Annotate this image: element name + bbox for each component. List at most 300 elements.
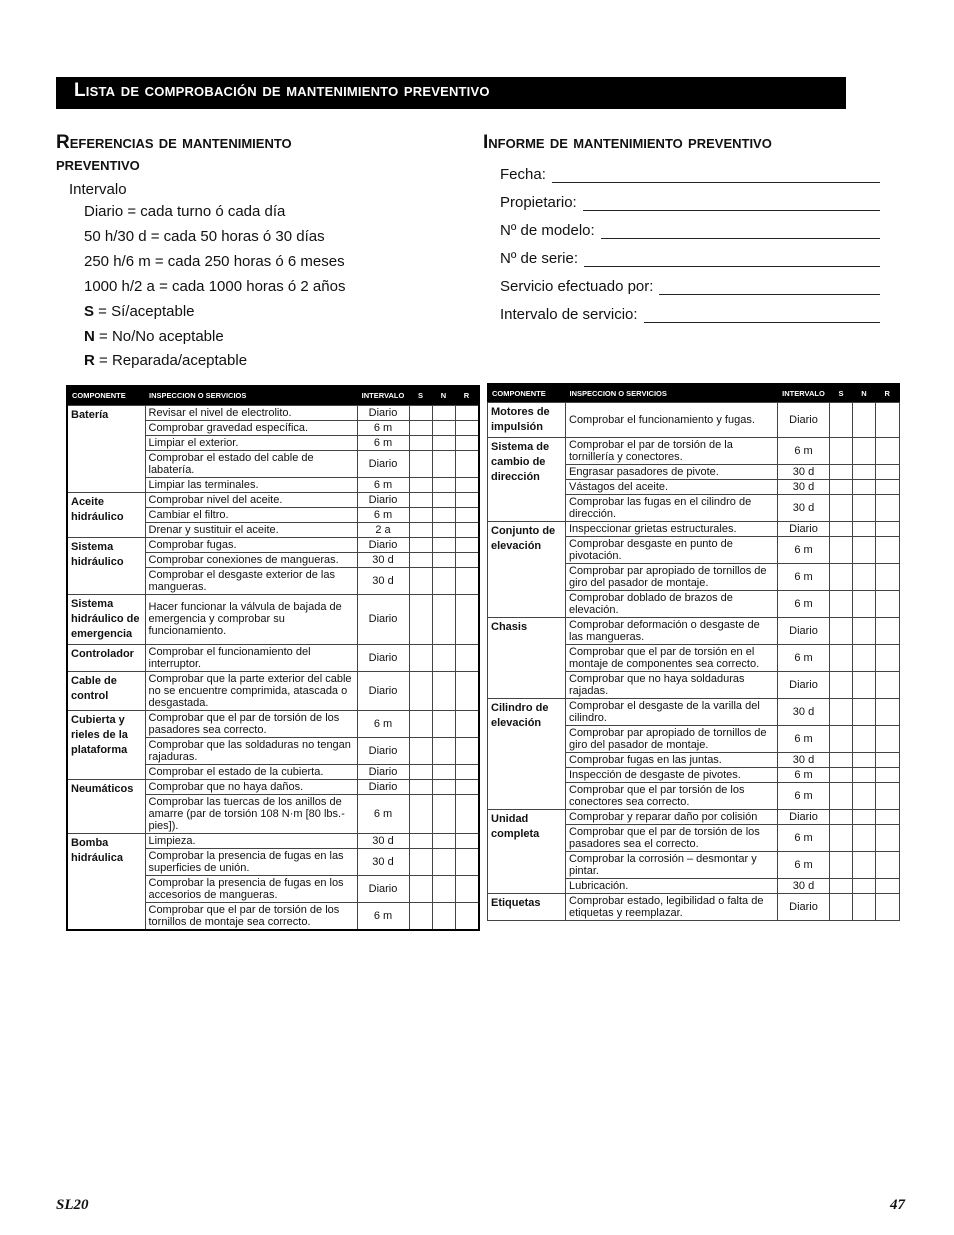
n-checkbox-cell[interactable] bbox=[432, 671, 455, 710]
n-checkbox-cell[interactable] bbox=[853, 894, 876, 921]
n-checkbox-cell[interactable] bbox=[853, 495, 876, 522]
form-field-blank-line[interactable] bbox=[659, 281, 880, 295]
s-checkbox-cell[interactable] bbox=[409, 567, 432, 594]
s-checkbox-cell[interactable] bbox=[409, 450, 432, 477]
task-cell: Lubricación. bbox=[566, 879, 778, 894]
task-cell: Cambiar el filtro. bbox=[145, 507, 357, 522]
task-cell: Comprobar el par de torsión de la tornillería y conectores. bbox=[566, 438, 778, 465]
n-checkbox-cell[interactable] bbox=[853, 879, 876, 894]
n-checkbox-cell[interactable] bbox=[432, 420, 455, 435]
interval-cell: Diario bbox=[357, 764, 409, 779]
s-checkbox-cell[interactable] bbox=[830, 645, 853, 672]
n-checkbox-cell[interactable] bbox=[432, 507, 455, 522]
checklist-table-right bbox=[487, 383, 900, 921]
table-header-row bbox=[67, 386, 479, 405]
component-cell: Bomba hidráulica bbox=[67, 833, 145, 930]
r-checkbox-cell[interactable] bbox=[455, 764, 479, 779]
n-checkbox-cell[interactable] bbox=[853, 825, 876, 852]
references-heading bbox=[56, 132, 416, 176]
n-checkbox-cell[interactable] bbox=[853, 522, 876, 537]
s-header: S bbox=[409, 386, 432, 405]
task-cell: Comprobar doblado de brazos de elevación. bbox=[566, 591, 778, 618]
r-checkbox-cell[interactable] bbox=[876, 465, 900, 480]
interval-cell: 30 d bbox=[357, 552, 409, 567]
task-cell: Comprobar fugas en las juntas. bbox=[566, 753, 778, 768]
form-field-label: Propietario: bbox=[500, 194, 577, 211]
task-cell: Revisar el nivel de electrolito. bbox=[145, 405, 357, 420]
interval-cell: 6 m bbox=[778, 825, 830, 852]
n-checkbox-cell[interactable] bbox=[432, 435, 455, 450]
interval-cell: Diario bbox=[357, 450, 409, 477]
component-cell: Chasis bbox=[488, 618, 566, 699]
form-field-label: Intervalo de servicio: bbox=[500, 306, 638, 323]
r-checkbox-cell[interactable] bbox=[455, 710, 479, 737]
interval-cell: 30 d bbox=[778, 699, 830, 726]
s-checkbox-cell[interactable] bbox=[830, 672, 853, 699]
s-checkbox-cell[interactable] bbox=[830, 768, 853, 783]
n-header: N bbox=[432, 386, 455, 405]
form-field-blank-line[interactable] bbox=[584, 253, 880, 267]
r-checkbox-cell[interactable] bbox=[455, 779, 479, 794]
task-cell: Comprobar fugas. bbox=[145, 537, 357, 552]
r-checkbox-cell[interactable] bbox=[455, 450, 479, 477]
title-bar bbox=[56, 77, 846, 109]
s-checkbox-cell[interactable] bbox=[409, 794, 432, 833]
interval-text: Diario = cada turno ó cada día bbox=[84, 203, 286, 220]
task-cell: Comprobar conexiones de mangueras. bbox=[145, 552, 357, 567]
s-checkbox-cell[interactable] bbox=[409, 552, 432, 567]
n-checkbox-cell[interactable] bbox=[432, 537, 455, 552]
n-checkbox-cell[interactable] bbox=[432, 522, 455, 537]
task-cell: Comprobar el desgaste de la varilla del cilindro. bbox=[566, 699, 778, 726]
s-checkbox-cell[interactable] bbox=[830, 783, 853, 810]
task-cell: Comprobar las tuercas de los anillos de amarre (par de torsión 108 N·m [80 lbs.-pies]). bbox=[145, 794, 357, 833]
report-heading: Informe de mantenimiento preventivo bbox=[483, 132, 772, 153]
table-row bbox=[67, 779, 479, 794]
s-checkbox-cell[interactable] bbox=[409, 875, 432, 902]
footer-model: SL20 bbox=[56, 1197, 89, 1213]
s-checkbox-cell[interactable] bbox=[409, 737, 432, 764]
task-cell: Vástagos del aceite. bbox=[566, 480, 778, 495]
s-checkbox-cell[interactable] bbox=[830, 564, 853, 591]
task-cell: Comprobar que el par de torsión de los tornillos de montaje sea correcto. bbox=[145, 902, 357, 930]
interval-text: 250 h/6 m = cada 250 horas ó 6 meses bbox=[84, 253, 345, 270]
interval-cell: 30 d bbox=[357, 833, 409, 848]
interval-cell: 30 d bbox=[778, 465, 830, 480]
interval-cell: 6 m bbox=[357, 420, 409, 435]
n-checkbox-cell[interactable] bbox=[432, 477, 455, 492]
r-header: R bbox=[455, 386, 479, 405]
task-cell: Hacer funcionar la válvula de bajada de emergencia y comprobar su funcionamiento. bbox=[145, 594, 357, 644]
interval-cell: Diario bbox=[357, 779, 409, 794]
interval-cell: Diario bbox=[357, 644, 409, 671]
r-checkbox-cell[interactable] bbox=[876, 753, 900, 768]
component-cell: Cable de control bbox=[67, 671, 145, 710]
r-checkbox-cell[interactable] bbox=[455, 833, 479, 848]
task-cell: Comprobar que el par de torsión de los pasadores sea correcto. bbox=[145, 710, 357, 737]
form-field bbox=[500, 219, 880, 239]
interval-line bbox=[84, 253, 345, 270]
n-checkbox-cell[interactable] bbox=[853, 768, 876, 783]
table-row bbox=[488, 894, 900, 921]
r-checkbox-cell[interactable] bbox=[455, 492, 479, 507]
interval-cell: 6 m bbox=[357, 902, 409, 930]
s-header: S bbox=[830, 384, 853, 403]
interval-cell: 30 d bbox=[357, 567, 409, 594]
form-field bbox=[500, 247, 880, 267]
interval-line bbox=[84, 303, 195, 320]
r-checkbox-cell[interactable] bbox=[876, 403, 900, 438]
n-checkbox-cell[interactable] bbox=[432, 710, 455, 737]
table-row bbox=[67, 594, 479, 644]
n-checkbox-cell[interactable] bbox=[432, 794, 455, 833]
interval-cell: 6 m bbox=[778, 537, 830, 564]
table-row bbox=[488, 618, 900, 645]
r-checkbox-cell[interactable] bbox=[876, 495, 900, 522]
n-checkbox-cell[interactable] bbox=[853, 726, 876, 753]
n-checkbox-cell[interactable] bbox=[432, 644, 455, 671]
s-checkbox-cell[interactable] bbox=[409, 671, 432, 710]
n-checkbox-cell[interactable] bbox=[853, 753, 876, 768]
form-field-blank-line[interactable] bbox=[601, 225, 880, 239]
interval-cell: 6 m bbox=[778, 438, 830, 465]
task-cell: Comprobar estado, legibilidad o falta de etiquetas y reemplazar. bbox=[566, 894, 778, 921]
r-checkbox-cell[interactable] bbox=[455, 737, 479, 764]
component-cell: Sistema de cambio de dirección bbox=[488, 438, 566, 522]
n-checkbox-cell[interactable] bbox=[432, 552, 455, 567]
s-checkbox-cell[interactable] bbox=[830, 438, 853, 465]
n-checkbox-cell[interactable] bbox=[853, 699, 876, 726]
s-checkbox-cell[interactable] bbox=[830, 465, 853, 480]
r-checkbox-cell[interactable] bbox=[876, 699, 900, 726]
s-checkbox-cell[interactable] bbox=[409, 522, 432, 537]
s-checkbox-cell[interactable] bbox=[409, 435, 432, 450]
s-checkbox-cell[interactable] bbox=[830, 879, 853, 894]
interval-cell: 30 d bbox=[357, 848, 409, 875]
r-checkbox-cell[interactable] bbox=[876, 537, 900, 564]
n-checkbox-cell[interactable] bbox=[853, 591, 876, 618]
s-checkbox-cell[interactable] bbox=[830, 753, 853, 768]
task-cell: Comprobar el funcionamiento del interruptor. bbox=[145, 644, 357, 671]
inspection-header: INSPECCION O SERVICIOS bbox=[566, 384, 778, 403]
task-cell: Limpieza. bbox=[145, 833, 357, 848]
task-cell: Limpiar las terminales. bbox=[145, 477, 357, 492]
s-checkbox-cell[interactable] bbox=[409, 507, 432, 522]
n-checkbox-cell[interactable] bbox=[853, 465, 876, 480]
task-cell: Comprobar las fugas en el cilindro de dirección. bbox=[566, 495, 778, 522]
n-checkbox-cell[interactable] bbox=[853, 537, 876, 564]
r-checkbox-cell[interactable] bbox=[455, 537, 479, 552]
interval-header: INTERVALO bbox=[357, 386, 409, 405]
task-cell: Comprobar par apropiado de tornillos de giro del pasador de montaje. bbox=[566, 726, 778, 753]
interval-cell: 30 d bbox=[778, 753, 830, 768]
interval-cell: Diario bbox=[778, 894, 830, 921]
r-checkbox-cell[interactable] bbox=[876, 879, 900, 894]
table-row bbox=[67, 833, 479, 848]
table-row bbox=[67, 644, 479, 671]
s-checkbox-cell[interactable] bbox=[830, 618, 853, 645]
task-cell: Comprobar gravedad específica. bbox=[145, 420, 357, 435]
r-checkbox-cell[interactable] bbox=[455, 477, 479, 492]
interval-cell: 6 m bbox=[357, 477, 409, 492]
table-row bbox=[488, 438, 900, 465]
s-checkbox-cell[interactable] bbox=[830, 403, 853, 438]
s-checkbox-cell[interactable] bbox=[409, 477, 432, 492]
component-header: COMPONENTE bbox=[67, 386, 145, 405]
s-checkbox-cell[interactable] bbox=[409, 537, 432, 552]
n-checkbox-cell[interactable] bbox=[432, 567, 455, 594]
r-checkbox-cell[interactable] bbox=[455, 875, 479, 902]
n-checkbox-cell[interactable] bbox=[432, 833, 455, 848]
r-checkbox-cell[interactable] bbox=[876, 438, 900, 465]
interval-cell: Diario bbox=[357, 405, 409, 420]
component-cell: Cilindro de elevación bbox=[488, 699, 566, 810]
interval-line bbox=[84, 278, 345, 295]
r-checkbox-cell[interactable] bbox=[876, 810, 900, 825]
n-checkbox-cell[interactable] bbox=[853, 645, 876, 672]
component-header: COMPONENTE bbox=[488, 384, 566, 403]
interval-cell: 6 m bbox=[778, 783, 830, 810]
task-cell: Comprobar el desgaste exterior de las mangueras. bbox=[145, 567, 357, 594]
s-checkbox-cell[interactable] bbox=[409, 710, 432, 737]
interval-cell: Diario bbox=[357, 537, 409, 552]
footer-page-number: 47 bbox=[890, 1197, 905, 1213]
s-checkbox-cell[interactable] bbox=[409, 902, 432, 930]
task-cell: Comprobar que el par de torsión en el montaje de componentes sea correcto. bbox=[566, 645, 778, 672]
task-cell: Comprobar desgaste en punto de pivotación. bbox=[566, 537, 778, 564]
component-cell: Sistema hidráulico bbox=[67, 537, 145, 594]
r-checkbox-cell[interactable] bbox=[876, 618, 900, 645]
r-checkbox-cell[interactable] bbox=[455, 671, 479, 710]
task-cell: Comprobar el estado del cable de labatería. bbox=[145, 450, 357, 477]
interval-cell: 30 d bbox=[778, 879, 830, 894]
s-checkbox-cell[interactable] bbox=[409, 420, 432, 435]
form-field bbox=[500, 163, 880, 183]
component-cell: Unidad completa bbox=[488, 810, 566, 894]
n-checkbox-cell[interactable] bbox=[853, 564, 876, 591]
r-checkbox-cell[interactable] bbox=[876, 726, 900, 753]
r-checkbox-cell[interactable] bbox=[455, 405, 479, 420]
task-cell: Comprobar la corrosión – desmontar y pintar. bbox=[566, 852, 778, 879]
interval-cell: Diario bbox=[357, 737, 409, 764]
s-checkbox-cell[interactable] bbox=[830, 810, 853, 825]
r-checkbox-cell[interactable] bbox=[455, 902, 479, 930]
form-field-blank-line[interactable] bbox=[583, 197, 880, 211]
inspection-header: INSPECCION O SERVICIOS bbox=[145, 386, 357, 405]
interval-line bbox=[84, 228, 325, 245]
interval-text: 50 h/30 d = cada 50 horas ó 30 días bbox=[84, 228, 325, 245]
form-field-label: Fecha: bbox=[500, 166, 546, 183]
s-checkbox-cell[interactable] bbox=[830, 825, 853, 852]
task-cell: Comprobar par apropiado de tornillos de giro del pasador de montaje. bbox=[566, 564, 778, 591]
task-cell: Inspección de desgaste de pivotes. bbox=[566, 768, 778, 783]
component-cell: Conjunto de elevación bbox=[488, 522, 566, 618]
r-checkbox-cell[interactable] bbox=[876, 783, 900, 810]
interval-line bbox=[84, 328, 224, 345]
form-field-blank-line[interactable] bbox=[644, 309, 880, 323]
form-field bbox=[500, 275, 880, 295]
task-cell: Limpiar el exterior. bbox=[145, 435, 357, 450]
interval-text: = Reparada/aceptable bbox=[94, 352, 248, 369]
interval-cell: Diario bbox=[778, 522, 830, 537]
interval-cell: 2 a bbox=[357, 522, 409, 537]
s-checkbox-cell[interactable] bbox=[830, 522, 853, 537]
r-header: R bbox=[876, 384, 900, 403]
n-checkbox-cell[interactable] bbox=[432, 492, 455, 507]
interval-cell: 6 m bbox=[357, 507, 409, 522]
task-cell: Comprobar que no haya daños. bbox=[145, 779, 357, 794]
n-checkbox-cell[interactable] bbox=[432, 737, 455, 764]
interval-cell: Diario bbox=[778, 672, 830, 699]
n-checkbox-cell[interactable] bbox=[432, 594, 455, 644]
s-checkbox-cell[interactable] bbox=[409, 848, 432, 875]
n-checkbox-cell[interactable] bbox=[853, 438, 876, 465]
n-checkbox-cell[interactable] bbox=[432, 779, 455, 794]
checklist-table-left bbox=[66, 385, 480, 931]
s-checkbox-cell[interactable] bbox=[409, 644, 432, 671]
r-checkbox-cell[interactable] bbox=[876, 852, 900, 879]
task-cell: Comprobar la presencia de fugas en los accesorios de mangueras. bbox=[145, 875, 357, 902]
s-checkbox-cell[interactable] bbox=[830, 495, 853, 522]
n-checkbox-cell[interactable] bbox=[853, 618, 876, 645]
r-checkbox-cell[interactable] bbox=[455, 594, 479, 644]
interval-cell: 6 m bbox=[357, 794, 409, 833]
table-header-row bbox=[488, 384, 900, 403]
table-row bbox=[488, 403, 900, 438]
s-checkbox-cell[interactable] bbox=[830, 591, 853, 618]
n-checkbox-cell[interactable] bbox=[853, 810, 876, 825]
component-cell: Batería bbox=[67, 405, 145, 492]
r-checkbox-cell[interactable] bbox=[455, 507, 479, 522]
references-heading-line2: preventivo bbox=[56, 154, 140, 175]
n-checkbox-cell[interactable] bbox=[853, 403, 876, 438]
n-checkbox-cell[interactable] bbox=[853, 852, 876, 879]
component-cell: Controlador bbox=[67, 644, 145, 671]
s-checkbox-cell[interactable] bbox=[409, 833, 432, 848]
task-cell: Comprobar la presencia de fugas en las superficies de unión. bbox=[145, 848, 357, 875]
form-field-label: Servicio efectuado por: bbox=[500, 278, 654, 295]
r-checkbox-cell[interactable] bbox=[876, 480, 900, 495]
s-checkbox-cell[interactable] bbox=[409, 594, 432, 644]
interval-cell: Diario bbox=[778, 810, 830, 825]
s-checkbox-cell[interactable] bbox=[409, 405, 432, 420]
n-checkbox-cell[interactable] bbox=[853, 783, 876, 810]
task-cell: Comprobar que las soldaduras no tengan rajaduras. bbox=[145, 737, 357, 764]
table-row bbox=[67, 671, 479, 710]
r-checkbox-cell[interactable] bbox=[455, 644, 479, 671]
s-checkbox-cell[interactable] bbox=[409, 764, 432, 779]
interval-cell: 30 d bbox=[778, 495, 830, 522]
r-checkbox-cell[interactable] bbox=[876, 894, 900, 921]
s-checkbox-cell[interactable] bbox=[830, 726, 853, 753]
table-row bbox=[488, 699, 900, 726]
interval-cell: 6 m bbox=[778, 768, 830, 783]
interval-cell: 6 m bbox=[778, 564, 830, 591]
interval-cell: 6 m bbox=[778, 591, 830, 618]
interval-code: S bbox=[84, 303, 95, 320]
r-checkbox-cell[interactable] bbox=[455, 435, 479, 450]
task-cell: Comprobar y reparar daño por colisión bbox=[566, 810, 778, 825]
interval-cell: Diario bbox=[357, 594, 409, 644]
n-checkbox-cell[interactable] bbox=[432, 450, 455, 477]
n-header: N bbox=[853, 384, 876, 403]
n-checkbox-cell[interactable] bbox=[853, 672, 876, 699]
task-cell: Comprobar el funcionamiento y fugas. bbox=[566, 403, 778, 438]
interval-cell: 6 m bbox=[357, 435, 409, 450]
n-checkbox-cell[interactable] bbox=[432, 902, 455, 930]
n-checkbox-cell[interactable] bbox=[432, 764, 455, 779]
r-checkbox-cell[interactable] bbox=[876, 672, 900, 699]
n-checkbox-cell[interactable] bbox=[432, 405, 455, 420]
task-cell: Inspeccionar grietas estructurales. bbox=[566, 522, 778, 537]
interval-text: 1000 h/2 a = cada 1000 horas ó 2 años bbox=[84, 278, 346, 295]
interval-cell: Diario bbox=[778, 618, 830, 645]
form-field-blank-line[interactable] bbox=[552, 169, 880, 183]
interval-label: Intervalo bbox=[69, 181, 127, 198]
table-row bbox=[67, 405, 479, 420]
task-cell: Comprobar que el par de torsión de los pasadores sea el correcto. bbox=[566, 825, 778, 852]
r-checkbox-cell[interactable] bbox=[455, 567, 479, 594]
r-checkbox-cell[interactable] bbox=[455, 848, 479, 875]
r-checkbox-cell[interactable] bbox=[876, 564, 900, 591]
form-field-label: Nº de modelo: bbox=[500, 222, 595, 239]
interval-cell: 6 m bbox=[778, 852, 830, 879]
task-cell: Comprobar que el par torsión de los conectores sea correcto. bbox=[566, 783, 778, 810]
r-checkbox-cell[interactable] bbox=[455, 552, 479, 567]
r-checkbox-cell[interactable] bbox=[455, 522, 479, 537]
s-checkbox-cell[interactable] bbox=[830, 537, 853, 564]
s-checkbox-cell[interactable] bbox=[830, 852, 853, 879]
n-checkbox-cell[interactable] bbox=[432, 875, 455, 902]
r-checkbox-cell[interactable] bbox=[876, 591, 900, 618]
interval-cell: Diario bbox=[357, 671, 409, 710]
interval-line bbox=[84, 352, 247, 369]
table-row bbox=[67, 492, 479, 507]
r-checkbox-cell[interactable] bbox=[876, 768, 900, 783]
r-checkbox-cell[interactable] bbox=[876, 825, 900, 852]
n-checkbox-cell[interactable] bbox=[432, 848, 455, 875]
r-checkbox-cell[interactable] bbox=[876, 522, 900, 537]
r-checkbox-cell[interactable] bbox=[455, 794, 479, 833]
interval-code: R bbox=[84, 352, 95, 369]
s-checkbox-cell[interactable] bbox=[830, 480, 853, 495]
interval-text: = Sí/aceptable bbox=[94, 303, 195, 320]
n-checkbox-cell[interactable] bbox=[853, 480, 876, 495]
s-checkbox-cell[interactable] bbox=[830, 699, 853, 726]
table-row bbox=[488, 522, 900, 537]
references-heading-line1: Referencias de mantenimiento bbox=[56, 132, 292, 153]
interval-header: INTERVALO bbox=[778, 384, 830, 403]
interval-cell: 6 m bbox=[778, 726, 830, 753]
page-title: Lista de comprobación de mantenimiento preventivo bbox=[74, 80, 490, 101]
s-checkbox-cell[interactable] bbox=[409, 779, 432, 794]
r-checkbox-cell[interactable] bbox=[876, 645, 900, 672]
r-checkbox-cell[interactable] bbox=[455, 420, 479, 435]
interval-text: = No/No aceptable bbox=[94, 328, 224, 345]
form-field bbox=[500, 303, 880, 323]
s-checkbox-cell[interactable] bbox=[409, 492, 432, 507]
interval-cell: 30 d bbox=[778, 480, 830, 495]
component-cell: Etiquetas bbox=[488, 894, 566, 921]
component-cell: Motores de impulsión bbox=[488, 403, 566, 438]
s-checkbox-cell[interactable] bbox=[830, 894, 853, 921]
table-row bbox=[67, 537, 479, 552]
form-field bbox=[500, 191, 880, 211]
interval-cell: 6 m bbox=[357, 710, 409, 737]
component-cell: Neumáticos bbox=[67, 779, 145, 833]
task-cell: Comprobar el estado de la cubierta. bbox=[145, 764, 357, 779]
interval-cell: 6 m bbox=[778, 645, 830, 672]
